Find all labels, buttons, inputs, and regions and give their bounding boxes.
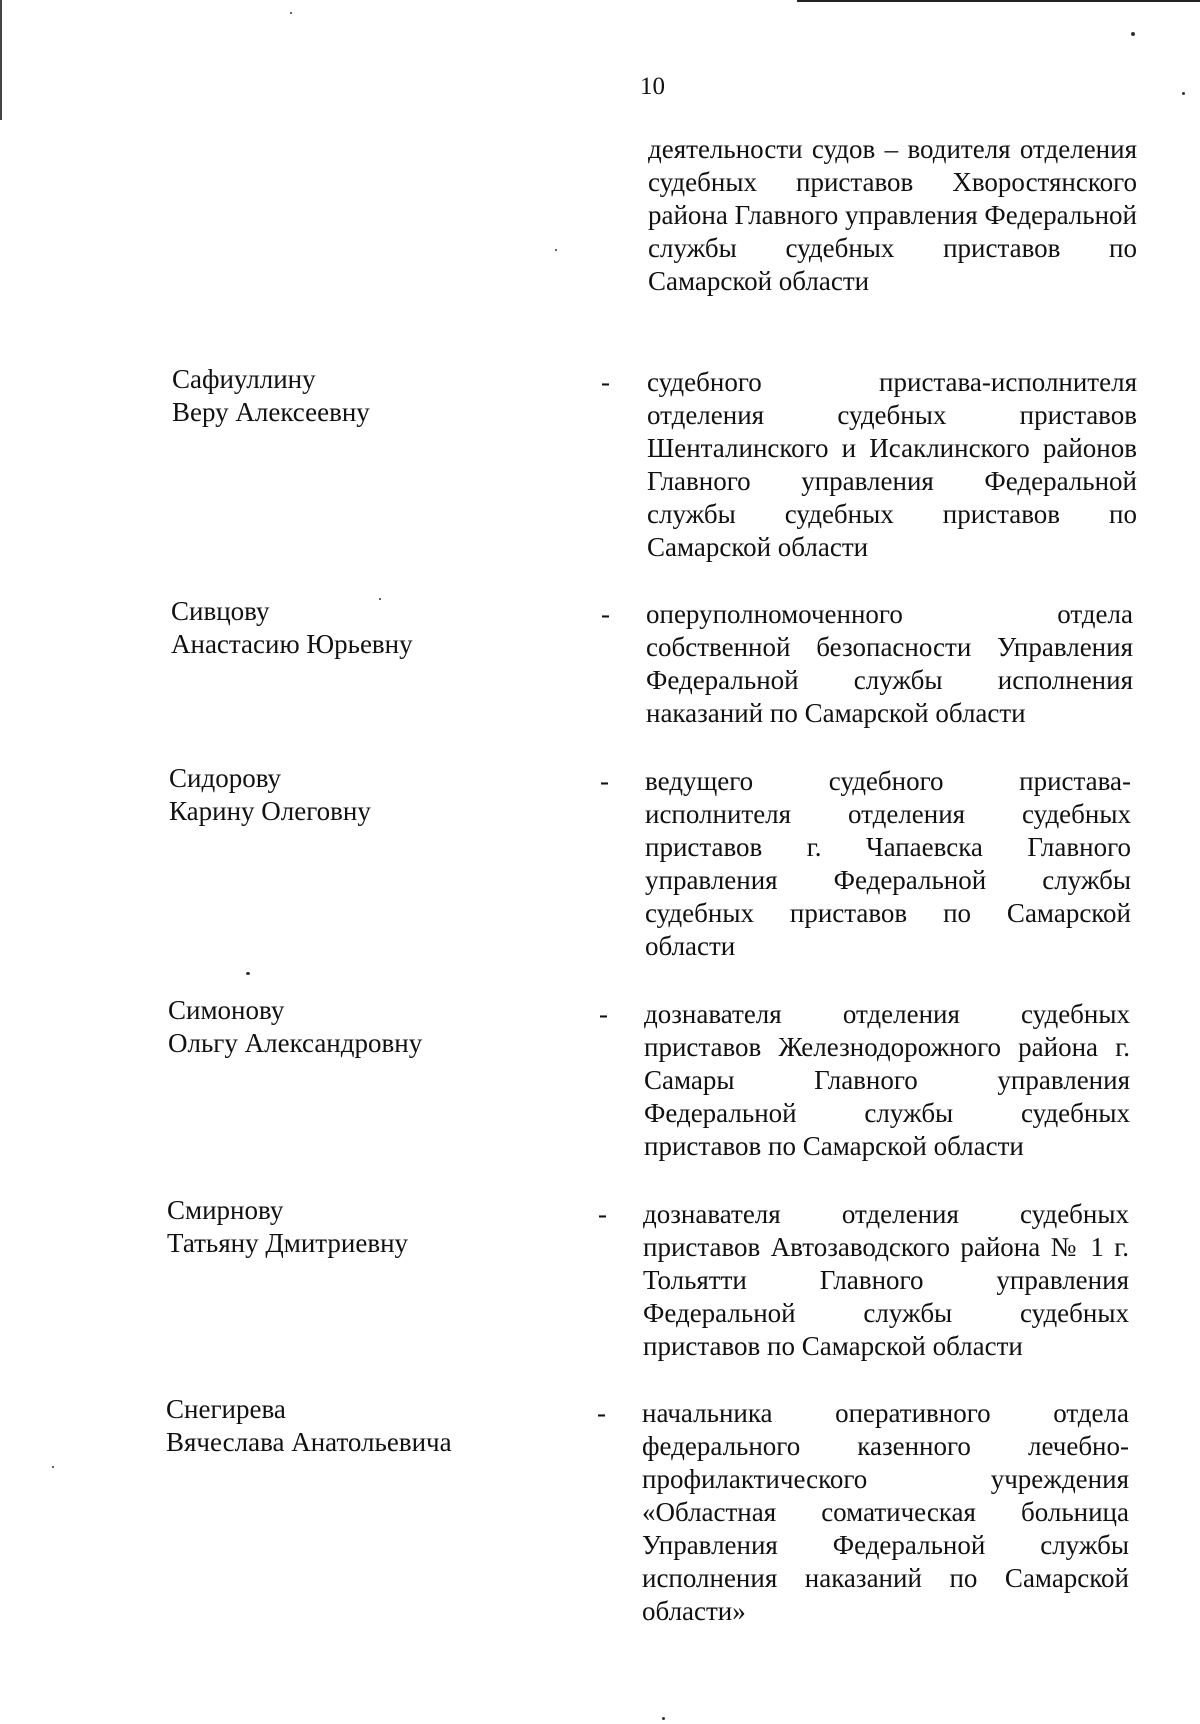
given-names: Карину Олеговну	[169, 796, 371, 826]
person-name	[172, 363, 370, 429]
dash-separator: -	[601, 599, 610, 629]
position-description: дознавателя отделения судебных приставов Автозаводского района № 1 г. Тольятти Главного управления Федеральной службы судебных приставов по Самарской области	[643, 1199, 1129, 1361]
given-names: Веру Алексеевну	[172, 397, 370, 427]
person-name	[171, 595, 413, 661]
surname: Смирнову	[167, 1195, 284, 1225]
given-names: Вячеслава Анатольевича	[166, 1427, 452, 1457]
scan-speck	[555, 249, 557, 251]
given-names: Анастасию Юрьевну	[171, 629, 413, 659]
dash-separator: -	[601, 367, 610, 397]
page-number: 10	[640, 73, 665, 100]
position-description: оперуполномоченного отдела собственной безопасности Управления Федеральной службы исполнения наказаний по Самарской области	[646, 599, 1133, 728]
scan-edge-line	[797, 0, 1200, 2]
scan-speck	[246, 972, 250, 975]
scan-speck	[290, 12, 292, 14]
scan-edge-line	[0, 0, 2, 120]
person-name	[168, 994, 422, 1060]
given-names: Ольгу Александровну	[168, 1028, 423, 1058]
surname: Снегирева	[166, 1394, 286, 1424]
surname: Сидорову	[169, 763, 282, 793]
position-description: дознавателя отделения судебных приставов Железнодорожного района г. Самары Главного управления Федеральной службы судебных приставов по Самарской области	[644, 999, 1130, 1161]
scan-speck	[662, 1717, 665, 1720]
person-name	[169, 762, 371, 828]
position-description: ведущего судебного пристава-исполнителя отделения судебных приставов г. Чапаевска Главного управления Федеральной службы судебных приставов по Самарской области	[645, 766, 1131, 961]
position-description: судебного пристава-исполнителя отделения судебных приставов Шенталинского и Исаклинского районов Главного управления Федеральной службы судебных приставов по Самарской области	[647, 367, 1137, 562]
scan-speck	[1182, 92, 1185, 95]
surname: Сивцову	[171, 596, 270, 626]
dash-separator: -	[597, 1398, 606, 1428]
surname: Симонову	[168, 995, 285, 1025]
scan-speck	[52, 1466, 54, 1468]
dash-separator: -	[599, 999, 608, 1029]
surname: Сафиуллину	[172, 364, 316, 394]
continuation-text: деятельности судов – водителя отделения судебных приставов Хворостянского района Главного управления Федеральной службы судебных приставов по Самарской области	[648, 134, 1137, 296]
given-names: Татьяну Дмитриевну	[167, 1228, 409, 1258]
dash-separator: -	[600, 766, 609, 796]
person-name	[167, 1194, 408, 1260]
position-description: начальника оперативного отдела федерального казенного лечебно-профилактического учреждения «Областная соматическая больница Управления Федеральной службы исполнения наказаний по Самарской области»	[642, 1398, 1129, 1626]
scan-speck	[379, 598, 381, 600]
person-name	[166, 1393, 452, 1459]
scan-speck	[1131, 32, 1135, 36]
dash-separator: -	[598, 1199, 607, 1229]
